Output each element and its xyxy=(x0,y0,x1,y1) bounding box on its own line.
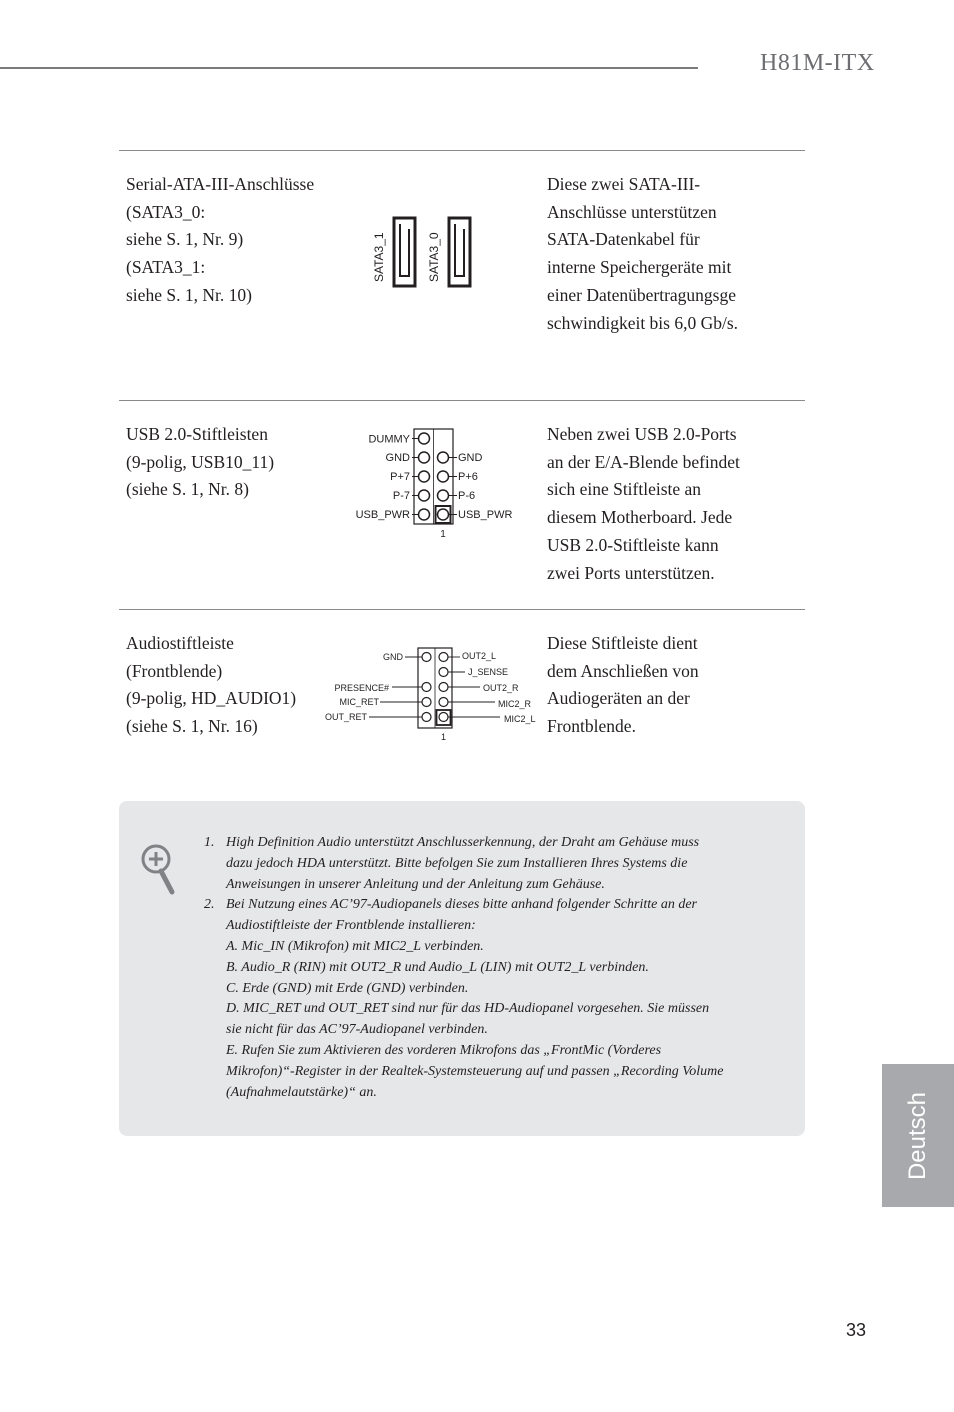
audio-pin-label: MIC2_L xyxy=(504,714,536,724)
magnifier-icon xyxy=(140,843,180,900)
usb-header-diagram xyxy=(345,424,530,554)
page-number: 33 xyxy=(846,1320,867,1340)
pin1-marker: 1 xyxy=(440,732,447,742)
language-tab-label: Deutsch xyxy=(904,1091,931,1181)
model-name: H81M-ITX xyxy=(760,50,875,76)
usb-pin-label: P-7 xyxy=(392,490,410,502)
usb-pin-label: P+6 xyxy=(458,471,478,483)
note-item: 1. High Definition Audio unterstützt Anschlusserkennung, der Draht am Gehäuse muss dazu jedoch HDA unterstützt. Bitte befolgen Sie zum Installieren Ihres Systems die Anweisungen in unserer Anleitung und der Anleitung zum Gehäuse. xyxy=(204,835,700,892)
usb-pin-label: GND xyxy=(385,452,410,464)
usb-description: Neben zwei USB 2.0-Ports an der E/A-Blende befindet sich eine Stiftleiste an diesem Motherboard. Jede USB 2.0-Stiftleiste kann zwei Ports unterstützen. xyxy=(547,424,740,583)
section-divider xyxy=(119,150,805,151)
audio-pin-label: OUT2_L xyxy=(462,651,497,661)
usb-pin-label: P-6 xyxy=(458,490,476,502)
pin1-marker: 1 xyxy=(440,529,446,540)
section-divider xyxy=(119,400,805,401)
sata-title: Serial-ATA-III-Anschlüsse (SATA3_0: siehe S. 1, Nr. 9) (SATA3_1: siehe S. 1, Nr. 10) xyxy=(126,174,315,305)
audio-pin-label: MIC_RET xyxy=(339,697,379,707)
audio-pin-label: PRESENCE# xyxy=(334,683,389,693)
audio-header-diagram xyxy=(320,644,545,754)
sata3-0-label: SATA3_0 xyxy=(427,232,441,282)
usb-pin-label: DUMMY xyxy=(368,433,410,446)
sata-connector-diagram xyxy=(362,214,482,299)
usb-pin-label: USB_PWR xyxy=(458,509,513,521)
audio-pin-label: MIC2_R xyxy=(498,699,532,709)
language-tab xyxy=(882,1064,954,1207)
audio-pin-label: J_SENSE xyxy=(468,667,509,677)
notes-list xyxy=(204,833,764,1103)
audio-title: Audiostiftleiste (Frontblende) (9-polig, HD_AUDIO1) (siehe S. 1, Nr. 16) xyxy=(126,633,297,737)
sata3-1-label: SATA3_1 xyxy=(372,232,386,282)
usb-pin-label: USB_PWR xyxy=(355,509,410,521)
usb-pin-label: GND xyxy=(458,452,483,464)
audio-pin-label: OUT2_R xyxy=(483,683,519,693)
audio-description: Diese Stiftleiste dient dem Anschließen von Audiogeräten an der Frontblende. xyxy=(547,633,699,737)
usb-pin-label: P+7 xyxy=(390,471,410,483)
section-divider xyxy=(119,609,805,610)
header-rule xyxy=(0,67,698,69)
usb-title: USB 2.0-Stiftleisten (9-polig, USB10_11) (siehe S. 1, Nr. 8) xyxy=(126,424,275,500)
audio-pin-label: GND xyxy=(383,652,403,662)
audio-pin-label: OUT_RET xyxy=(324,712,367,722)
sata-description: Diese zwei SATA-III- Anschlüsse unterstützen SATA-Datenkabel für interne Speichergeräte mit einer Datenübertragungsge schwindigkeit bis 6,0 Gb/s. xyxy=(547,174,739,333)
note-item: 2. Bei Nutzung eines AC’97-Audiopanels dieses bitte anhand folgender Schritte an der Audiostiftleiste der Frontblende installieren: A. Mic_IN (Mikrofon) mit MIC2_L verbinden. B. Audio_R (RIN) mit OUT2_R und Audio_L (LIN) mit OUT2_L verbinden. C. Erde (GND) mit Erde (GND) verbinden. D. MIC_RET und OUT_RET sind nur für das HD-Audiopanel vorgesehen. Sie müssen sie nicht für das AC’97-Audiopanel verbinden. E. Rufen Sie zum Aktivieren des vorderen Mikrofons das „FrontMic (Vorderes Mikrofon)“-Register in der Realtek-Systemsteuerung auf und passen „Recording Volume (Aufnahmelautstärke)“ an. xyxy=(204,897,724,1100)
